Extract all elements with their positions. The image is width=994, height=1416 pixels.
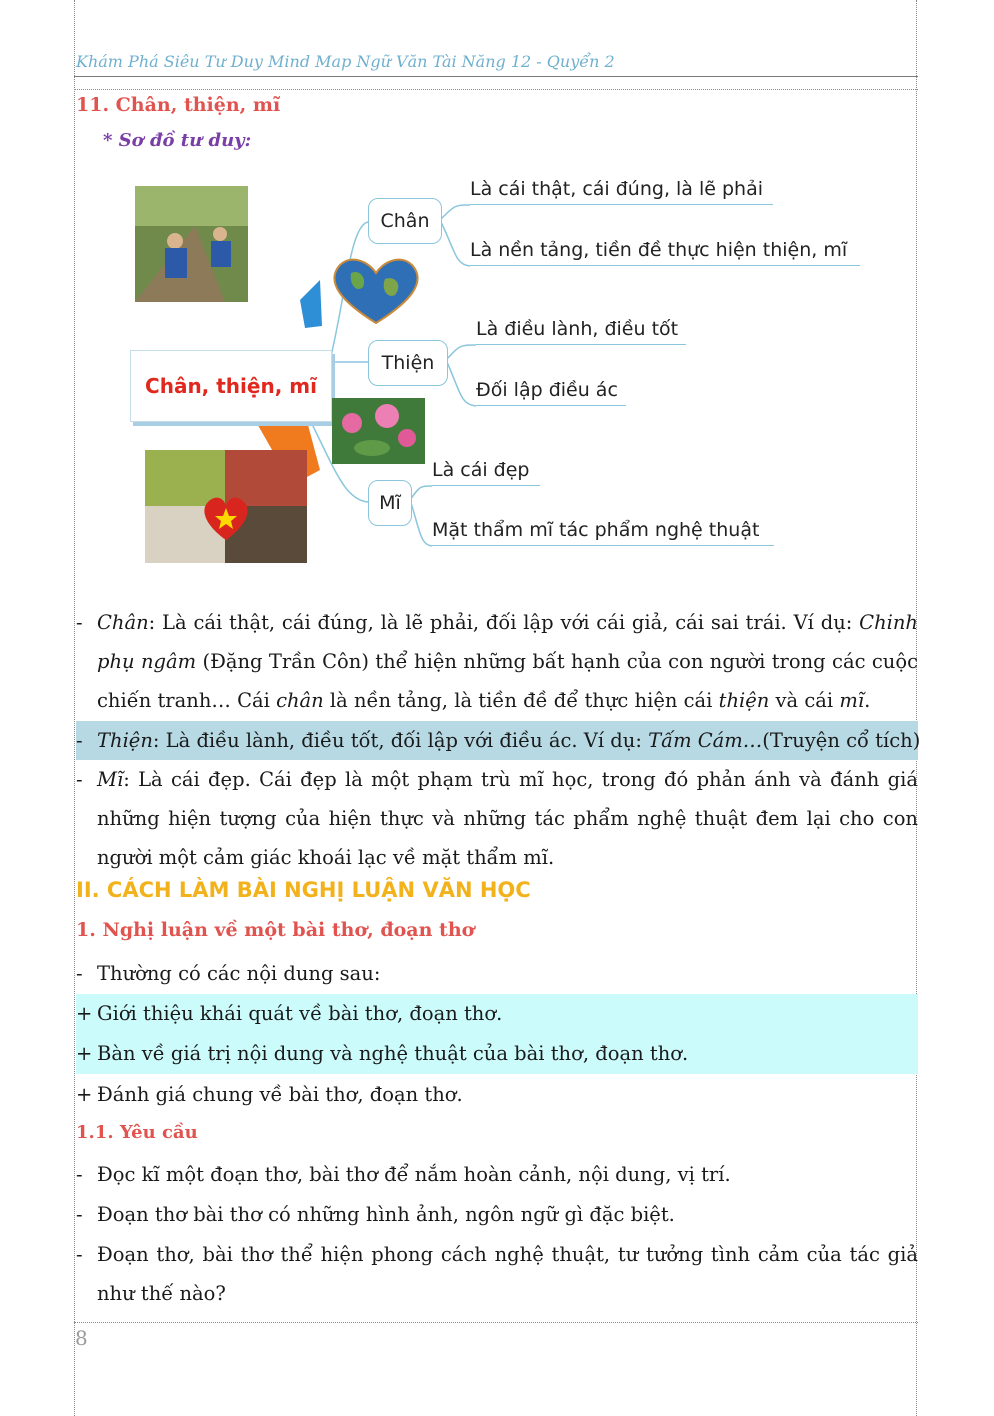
mindmap-leaf: Đối lập điều ác	[476, 379, 618, 401]
emph-word: mĩ	[839, 689, 865, 712]
bullet-dash: -	[76, 768, 83, 791]
running-header: Khám Phá Siêu Tư Duy Mind Map Ngữ Văn Tài Năng 12 - Quyển 2	[76, 52, 615, 71]
bullet-dash: -	[76, 1203, 83, 1226]
leaf-underline	[470, 204, 773, 205]
definition-thien	[76, 721, 921, 760]
content-text: Đánh giá chung về bài thơ, đoạn thơ.	[97, 1083, 463, 1106]
content-text: Bàn về giá trị nội dung và nghệ thuật của bài thơ, đoạn thơ.	[97, 1042, 689, 1065]
mindmap-node-chan	[368, 198, 442, 244]
volunteers-photo	[135, 186, 248, 302]
mindmap-node-mi-label: Mĩ	[379, 492, 401, 514]
connector-chan-leaf-2	[440, 220, 470, 266]
work-title: Chinh phụ ngâm	[97, 611, 918, 673]
bullet-plus: +	[76, 1002, 93, 1025]
definition-text: (Truyện cổ tích)	[762, 729, 921, 752]
connector-mi-leaf-1	[410, 486, 432, 500]
mindmap-leaf: Là điều lành, điều tốt	[476, 318, 679, 340]
definition-text: (Đặng Trần Côn) thể hiện những bất hạnh của con người trong các cuộc chiến tranh… Cái	[97, 650, 918, 712]
content-text: Giới thiệu khái quát về bài thơ, đoạn thơ.	[97, 1002, 503, 1025]
bullet-plus: +	[76, 1042, 93, 1065]
definition-text: : Là điều lành, điều tốt, đối lập với điều ác. Ví dụ:	[152, 729, 649, 752]
definition-mi	[76, 760, 918, 877]
subsubsection-title: 1.1. Yêu cầu	[76, 1122, 198, 1143]
term-mi: Mĩ	[97, 768, 124, 791]
vietnam-collage-photo	[145, 450, 307, 563]
term-thien: Thiện	[97, 729, 153, 752]
mindmap-node-thien-label: Thiện	[381, 352, 435, 374]
requirement-item	[76, 1195, 918, 1234]
subsection-title: 1. Nghị luận về một bài thơ, đoạn thơ	[76, 919, 475, 941]
definition-text: : Là cái thật, cái đúng, là lẽ phải, đối lập với cái giả, cái sai trái. Ví dụ:	[148, 611, 860, 634]
bullet-dash: -	[76, 1243, 83, 1266]
leaf-underline	[432, 545, 774, 546]
bullet-dash: -	[76, 962, 83, 985]
mindmap-leaf: Là cái đẹp	[432, 459, 530, 481]
blue-ribbon	[300, 280, 322, 328]
content-item	[76, 1075, 918, 1114]
requirement-item	[76, 1235, 918, 1313]
mindmap-caption: * Sơ đồ tư duy:	[103, 130, 252, 151]
requirement-item	[76, 1155, 918, 1194]
mindmap-node-mi	[368, 480, 412, 526]
earth-heart-icon	[329, 255, 424, 325]
term-chan: Chân	[97, 611, 149, 634]
content-item	[76, 994, 918, 1034]
mindmap-node-thien	[368, 340, 448, 386]
mindmap-center-node	[130, 350, 332, 422]
emph-word: thiện	[718, 689, 770, 712]
connector-thien-leaf-2	[446, 360, 476, 406]
bullet-dash: -	[76, 729, 83, 752]
leaf-underline	[470, 265, 860, 266]
footer-rule	[74, 1322, 918, 1323]
definition-chan	[76, 603, 918, 720]
work-title: Tấm Cám…	[648, 729, 763, 752]
intro-line	[76, 954, 918, 993]
leaf-underline	[476, 344, 686, 345]
requirement-text: Đoạn thơ, bài thơ thể hiện phong cách nghệ thuật, tư tưởng tình cảm của tác giả như thế nào?	[97, 1243, 918, 1305]
lotus-photo	[332, 398, 425, 464]
leaf-underline	[476, 405, 626, 406]
requirement-text: Đoạn thơ bài thơ có những hình ảnh, ngôn ngữ gì đặc biệt.	[97, 1203, 675, 1226]
definition-text: là nền tảng, là tiền đề để thực hiện cái	[323, 689, 719, 712]
bullet-plus: +	[76, 1083, 93, 1106]
intro-text: Thường có các nội dung sau:	[97, 962, 381, 985]
section-title: 11. Chân, thiện, mĩ	[76, 94, 281, 116]
mindmap-leaf: Là nền tảng, tiền đề thực hiện thiện, mĩ	[470, 239, 848, 261]
connector-thien-leaf-1	[446, 345, 476, 360]
emph-word: chân	[276, 689, 324, 712]
requirement-text: Đọc kĩ một đoạn thơ, bài thơ để nắm hoàn cảnh, nội dung, vị trí.	[97, 1163, 731, 1186]
mindmap-leaf: Là cái thật, cái đúng, là lẽ phải	[470, 178, 764, 200]
mindmap-leaf: Mặt thẩm mĩ tác phẩm nghệ thuật	[432, 519, 760, 541]
bullet-dash: -	[76, 1163, 83, 1186]
connector-mi-leaf-2	[410, 500, 432, 546]
content-item	[76, 1034, 918, 1074]
mindmap-center-label: Chân, thiện, mĩ	[145, 374, 317, 398]
definition-text: : Là cái đẹp. Cái đẹp là một phạm trù mĩ học, trong đó phản ánh và đánh giá những hiện tượng của hiện thực và những tác phẩm nghệ thuật đem lại cho con người một cảm giác khoái lạc về mặt thẩm mĩ.	[97, 768, 918, 869]
mindmap-node-chan-label: Chân	[380, 210, 430, 232]
definition-text: và cái	[769, 689, 840, 712]
definition-text: .	[864, 689, 871, 712]
bullet-dash: -	[76, 611, 83, 634]
leaf-underline	[432, 485, 540, 486]
part-title: II. CÁCH LÀM BÀI NGHỊ LUẬN VĂN HỌC	[76, 878, 531, 902]
page-number: 8	[75, 1326, 88, 1350]
connector-chan-leaf-1	[440, 205, 470, 220]
